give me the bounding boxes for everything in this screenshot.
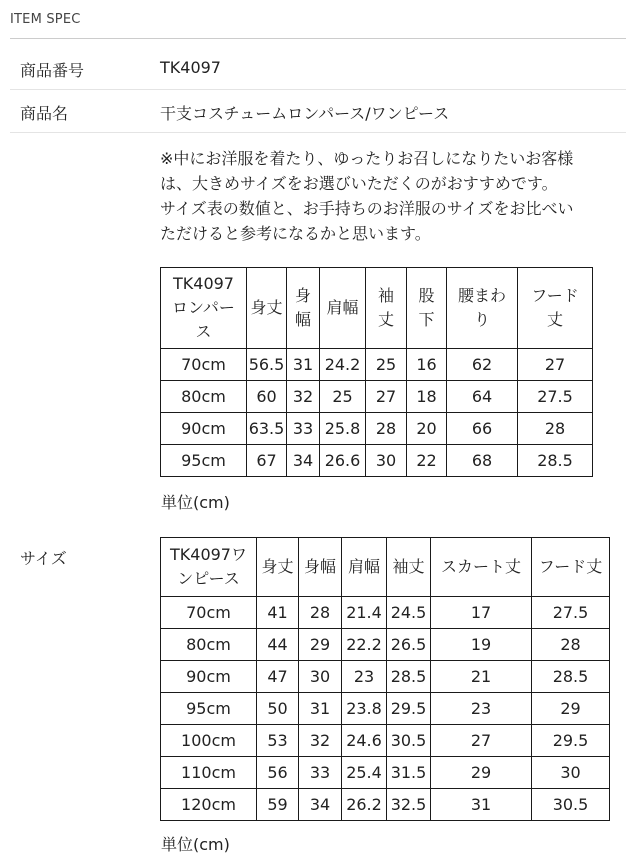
size-note-line: サイズ表の数値と、お手持ちのお洋服のサイズをお比べい [160,199,574,218]
table-cell: 64 [447,381,518,413]
product-number-label: 商品番号 [20,61,85,80]
table-header-cell: 袖丈 [387,538,431,597]
table-cell: 29 [431,757,532,789]
unit-label: 単位(cm) [161,493,230,512]
product-name-value: 干支コスチュームロンパース/ワンピース [160,104,450,123]
header-divider [10,38,626,39]
table-cell: 80cm [161,629,257,661]
table-row [161,413,593,445]
table-cell: 21 [431,661,532,693]
romper-size-table [160,267,593,477]
table-header-cell: スカート丈 [431,538,532,597]
table-cell: 33 [287,413,320,445]
table-cell: 20 [407,413,447,445]
table-cell: 56.5 [247,349,287,381]
size-note [160,146,620,246]
table-cell: 44 [257,629,299,661]
table-cell: 28 [532,629,610,661]
table-cell: 66 [447,413,518,445]
table-cell: 18 [407,381,447,413]
table-cell: 26.6 [320,445,366,477]
table-cell: 120cm [161,789,257,821]
unit-label: 単位(cm) [161,835,230,854]
table-cell: 29.5 [387,693,431,725]
table-cell: 33 [299,757,342,789]
table-header-cell: 股下 [407,268,447,349]
table-cell: 56 [257,757,299,789]
table-cell: 32 [299,725,342,757]
table-cell: 110cm [161,757,257,789]
table-header-cell: 袖丈 [366,268,407,349]
table-cell: 16 [407,349,447,381]
table-cell: 30 [299,661,342,693]
table-cell: 67 [247,445,287,477]
table-header-cell: 腰まわり [447,268,518,349]
table-cell: 31 [287,349,320,381]
table-cell: 27.5 [518,381,593,413]
section-title: ITEM SPEC [10,12,81,27]
table-cell: 24.2 [320,349,366,381]
table-cell: 19 [431,629,532,661]
size-note-line: ※中にお洋服を着たり、ゆったりお召しになりたいお客様 [160,149,574,168]
table-cell: 22.2 [342,629,387,661]
table-cell: 95cm [161,693,257,725]
table-cell: 90cm [161,661,257,693]
table-header-cell: 身幅 [287,268,320,349]
table-cell: 25.4 [342,757,387,789]
table-cell: 28 [366,413,407,445]
size-label: サイズ [20,549,67,568]
row-divider [10,89,626,90]
table-cell: 80cm [161,381,247,413]
table-cell: 62 [447,349,518,381]
table-header-cell: 身丈 [257,538,299,597]
table-row [161,725,610,757]
table-row [161,349,593,381]
table-cell: 41 [257,597,299,629]
table-cell: 25 [320,381,366,413]
table-cell: 31 [431,789,532,821]
size-note-line: は、大きめサイズをお選びいただくのがおすすめです。 [160,174,558,193]
table-cell: 90cm [161,413,247,445]
table-cell: 34 [299,789,342,821]
table-cell: 22 [407,445,447,477]
table-cell: 28.5 [532,661,610,693]
table-cell: 28.5 [518,445,593,477]
table-header-cell: フード丈 [532,538,610,597]
table-cell: 70cm [161,597,257,629]
table-cell: 27.5 [532,597,610,629]
table-cell: 29 [532,693,610,725]
table-cell: 95cm [161,445,247,477]
table-row [161,381,593,413]
table-cell: 30.5 [387,725,431,757]
table-cell: 30.5 [532,789,610,821]
table-cell: 59 [257,789,299,821]
table-cell: 30 [532,757,610,789]
table-header-cell: フード丈 [518,268,593,349]
table-cell: 53 [257,725,299,757]
table-row [161,445,593,477]
table-cell: 23 [342,661,387,693]
table-cell: 31 [299,693,342,725]
table-cell: 29.5 [532,725,610,757]
product-number-value: TK4097 [160,58,221,77]
table-cell: 26.5 [387,629,431,661]
table-cell: 28 [299,597,342,629]
table-cell: 23.8 [342,693,387,725]
table-header-cell: 身丈 [247,268,287,349]
table-cell: 63.5 [247,413,287,445]
table-header-cell: TK4097ワンピース [161,538,257,597]
table-row [161,629,610,661]
table-cell: 32.5 [387,789,431,821]
table-cell: 47 [257,661,299,693]
table-cell: 28.5 [387,661,431,693]
table-cell: 17 [431,597,532,629]
size-note-line: ただけると参考になるかと思います。 [160,224,431,243]
table-row [161,597,610,629]
table-cell: 24.6 [342,725,387,757]
table-row [161,757,610,789]
table-cell: 24.5 [387,597,431,629]
table-cell: 25.8 [320,413,366,445]
table-cell: 34 [287,445,320,477]
table-cell: 26.2 [342,789,387,821]
table-cell: 100cm [161,725,257,757]
table-header-cell: 肩幅 [320,268,366,349]
table-cell: 25 [366,349,407,381]
table-cell: 32 [287,381,320,413]
table-cell: 29 [299,629,342,661]
table-cell: 68 [447,445,518,477]
table-cell: 30 [366,445,407,477]
table-cell: 70cm [161,349,247,381]
table-cell: 23 [431,693,532,725]
table-cell: 50 [257,693,299,725]
product-name-label: 商品名 [20,104,69,123]
table-cell: 28 [518,413,593,445]
table-cell: 27 [431,725,532,757]
table-cell: 21.4 [342,597,387,629]
table-cell: 60 [247,381,287,413]
table-cell: 27 [518,349,593,381]
table-cell: 31.5 [387,757,431,789]
row-divider [10,132,626,133]
table-row [161,789,610,821]
onepiece-size-table [160,537,610,821]
table-row [161,693,610,725]
table-header-cell: TK4097ロンパース [161,268,247,349]
table-cell: 27 [366,381,407,413]
table-row [161,661,610,693]
table-header-cell: 身幅 [299,538,342,597]
table-header-cell: 肩幅 [342,538,387,597]
